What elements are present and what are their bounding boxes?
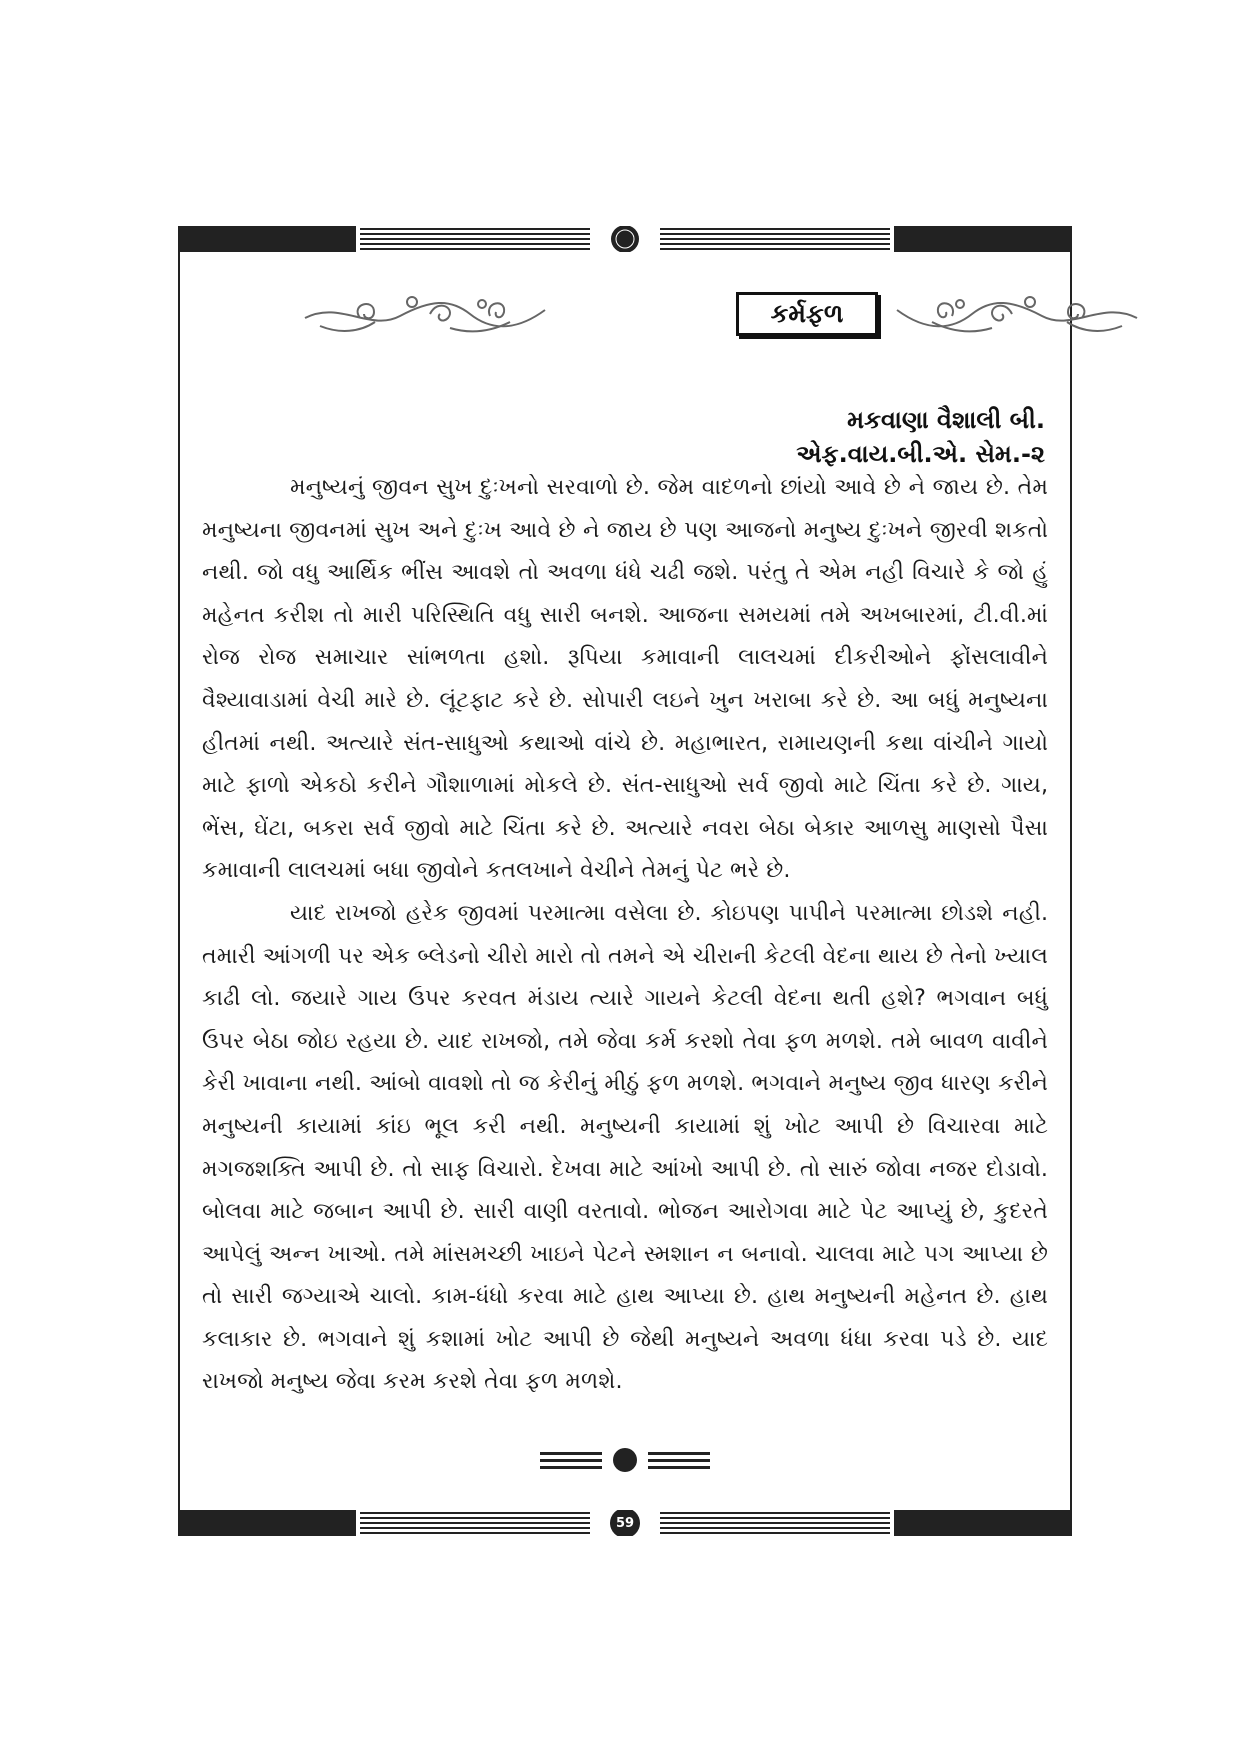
page-number: 59: [615, 1515, 635, 1531]
page-title: કર્મફળ: [770, 299, 844, 328]
paragraph: મનુષ્યનું જીવન સુખ દુઃખનો સરવાળો છે. જેમ વાદળનો છાંયો આવે છે ને જાય છે. તેમ મનુષ્યના જીવનમાં સુખ અને દુઃખ આવે છે ને જાય છે પણ આજનો મનુષ્ય દુઃખને જીરવી શકતો નથી. જો વધુ આર્થિક ભીંસ આવશે તો અવળા ધંધે ચઢી જશે. પરંતુ તે એમ નહી વિચારે કે જો હું મહેનત કરીશ તો મારી પરિસ્થિતિ વધુ સારી બનશે. આજના સમયમાં તમે અખબારમાં, ટી.વી.માં રોજ રોજ સમાચાર સાંભળતા હશો. રૂપિયા કમાવાની લાલચમાં દીકરીઓને ફોંસલાવીને વૈશ્યાવાડામાં વેચી મારે છે. લૂંટફાટ કરે છે. સોપારી લઇને ખુન ખરાબા કરે છે. આ બધું મનુષ્યના હીતમાં નથી. અત્યારે સંત-સાધુઓ કથાઓ વાંચે છે. મહાભારત, રામાયણની કથા વાંચીને ગાયો માટે ફાળો એકઠો કરીને ગૌશાળામાં મોકલે છે. સંત-સાધુઓ સર્વ જીવો માટે ચિંતા કરે છે. ગાય, ભેંસ, ઘેંટા, બકરા સર્વ જીવો માટે ચિંતા કરે છે. અત્યારે નવરા બેઠા બેકાર આળસુ માણસો પૈસા કમાવાની લાલચમાં બધા જીવોને કતલખાને વેચીને તેમનું પેટ ભરે છે.: [202, 474, 1048, 884]
header-band: [178, 226, 1072, 252]
header-band-graphic: [178, 226, 1072, 252]
left-flourish-icon: [300, 292, 550, 340]
author-class: એફ.વાય.બી.એ. સેમ.-૨: [796, 440, 1045, 468]
article-body: [202, 466, 1048, 1403]
right-flourish-icon: [892, 292, 1142, 340]
author-block: [796, 403, 1045, 471]
paragraph: યાદ રાખજો હરેક જીવમાં પરમાત્મા વસેલા છે. કોઇપણ પાપીને પરમાત્મા છોડશે નહી. તમારી આંગળી પર એક બ્લેડનો ચીરો મારો તો તમને એ ચીરાની કેટલી વેદના થાય છે તેનો ખ્યાલ કાઢી લો. જયારે ગાય ઉપર કરવત મંડાય ત્યારે ગાયને કેટલી વેદના થતી હશે? ભગવાન બધું ઉપર બેઠા જોઇ રહયા છે. યાદ રાખજો, તમે જેવા કર્મ કરશો તેવા ફળ મળશે. તમે બાવળ વાવીને કેરી ખાવાના નથી. આંબો વાવશો તો જ કેરીનું મીઠું ફળ મળશે. ભગવાને મનુષ્ય જીવ ધારણ કરીને મનુષ્યની કાયામાં કાંઇ ભૂલ કરી નથી. મનુષ્યની કાયામાં શું ખોટ આપી છે વિચારવા માટે મગજશક્તિ આપી છે. તો સાફ વિચારો. દેખવા માટે આંખો આપી છે. તો સારું જોવા નજર દોડાવો. બોલવા માટે જબાન આપી છે. સારી વાણી વરતાવો. ભોજન આરોગવા માટે પેટ આપ્યું છે, કુદરતે આપેલું અન્ન ખાઓ. તમે માંસમચ્છી ખાઇને પેટને સ્મશાન ન બનાવો. ચાલવા માટે પગ આપ્યા છે તો સારી જગ્યાએ ચાલો. કામ-ધંધો કરવા માટે હાથ આપ્યા છે. હાથ મનુષ્યની મહેનત છે. હાથ કલાકાર છે. ભગવાને શું કશામાં ખોટ આપી છે જેથી મનુષ્યને અવળા ધંધા કરવા પડે છે. યાદ રાખજો મનુષ્ય જેવા કરમ કરશે તેવા ફળ મળશે.: [202, 899, 1048, 1395]
author-name: મકવાણા વૈશાલી બી.: [847, 406, 1045, 434]
title-box: [736, 292, 878, 336]
sunburst-icon: [611, 226, 639, 252]
title-row: [178, 292, 1072, 342]
end-divider-icon: [540, 1446, 710, 1476]
